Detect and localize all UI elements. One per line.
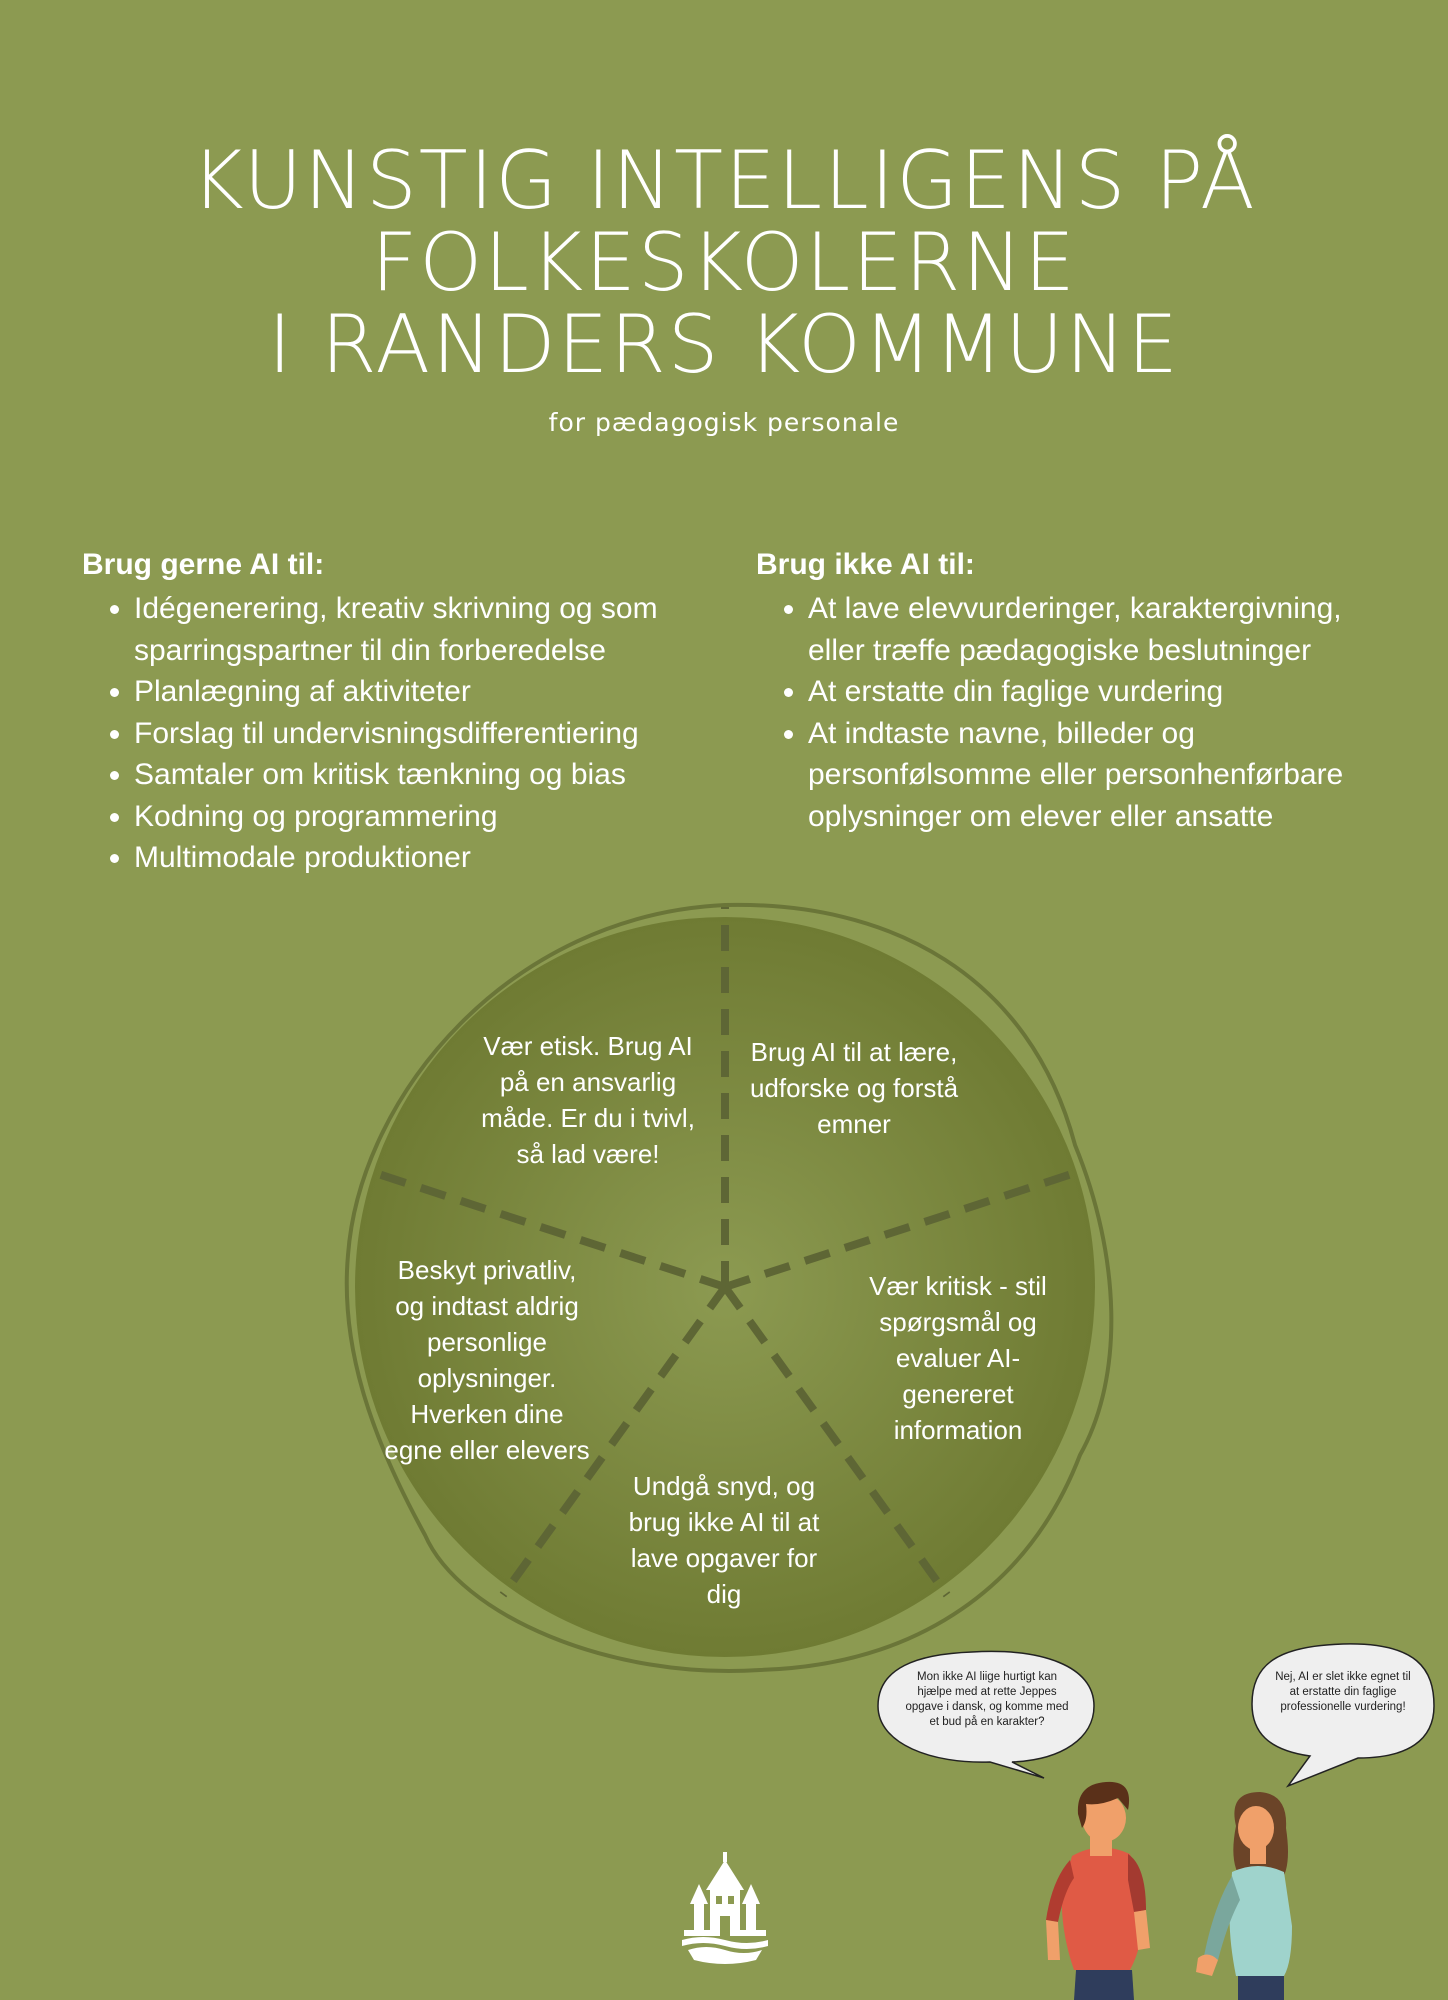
do-list-section xyxy=(82,548,722,879)
list-item: • Planlægning af aktiviteter xyxy=(134,671,722,713)
page-title xyxy=(0,134,1448,391)
logo-icon xyxy=(670,1850,780,1965)
wheel-segment-cheating: Undgå snyd, og brug ikke AI til at lave opgaver for dig xyxy=(628,1471,820,1609)
title-line-2: FOLKESKOLERNE xyxy=(371,216,1077,309)
do-list xyxy=(82,588,722,879)
subtitle: for pædagogisk personale xyxy=(548,408,900,437)
do-heading: Brug gerne AI til: xyxy=(82,548,325,581)
list-item: • Multimodale produktioner xyxy=(134,837,722,879)
list-item: • Idégenerering, kreativ skrivning og som sparringspartner til din forberedelse xyxy=(134,588,722,671)
list-item: • At indtaste navne, billeder og personfølsomme eller personhenførbare oplysninger om elever eller ansatte xyxy=(808,713,1406,838)
wheel-segment-privacy: Beskyt privatliv, og indtast aldrig personlige oplysninger. Hverken dine egne eller elevers xyxy=(384,1255,590,1465)
list-item: • Samtaler om kritisk tænkning og bias xyxy=(134,754,722,796)
dont-heading: Brug ikke AI til: xyxy=(756,548,975,581)
dont-list-section xyxy=(756,548,1406,837)
wheel-segment-ethics: Vær etisk. Brug AI på en ansvarlig måde. Er du i tvivl, så lad være! xyxy=(481,1031,695,1169)
list-item: • At erstatte din faglige vurdering xyxy=(808,671,1406,713)
speech-bubble-answer xyxy=(1248,1640,1438,1790)
wheel-segment-learn: Brug AI til at lære, udforske og forstå emner xyxy=(749,1037,959,1139)
title-line-3: I RANDERS KOMMUNE xyxy=(268,298,1180,391)
title-line-1: KUNSTIG INTELLIGENS PÅ xyxy=(191,134,1257,227)
dont-list xyxy=(756,588,1406,837)
teacher-figure-woman xyxy=(1188,1786,1318,2000)
teacher-figure-man xyxy=(1030,1770,1180,2000)
speech-text-question: Mon ikke AI liige hurtigt kan hjælpe med at rette Jeppes opgave i dansk, og komme med et bud på en karakter? xyxy=(905,1671,1069,1728)
speech-text-answer: Nej, AI er slet ikke egnet til at erstatte din faglige professionelle vurdering! xyxy=(1275,1671,1411,1713)
list-item: • At lave elevvurderinger, karaktergivning, eller træffe pædagogiske beslutninger xyxy=(808,588,1406,671)
list-item: • Kodning og programmering xyxy=(134,796,722,838)
list-item: • Forslag til undervisningsdifferentiering xyxy=(134,713,722,755)
wheel-segment-critical: Vær kritisk - stil spørgsmål og evaluer AI-genereret information xyxy=(869,1271,1047,1445)
